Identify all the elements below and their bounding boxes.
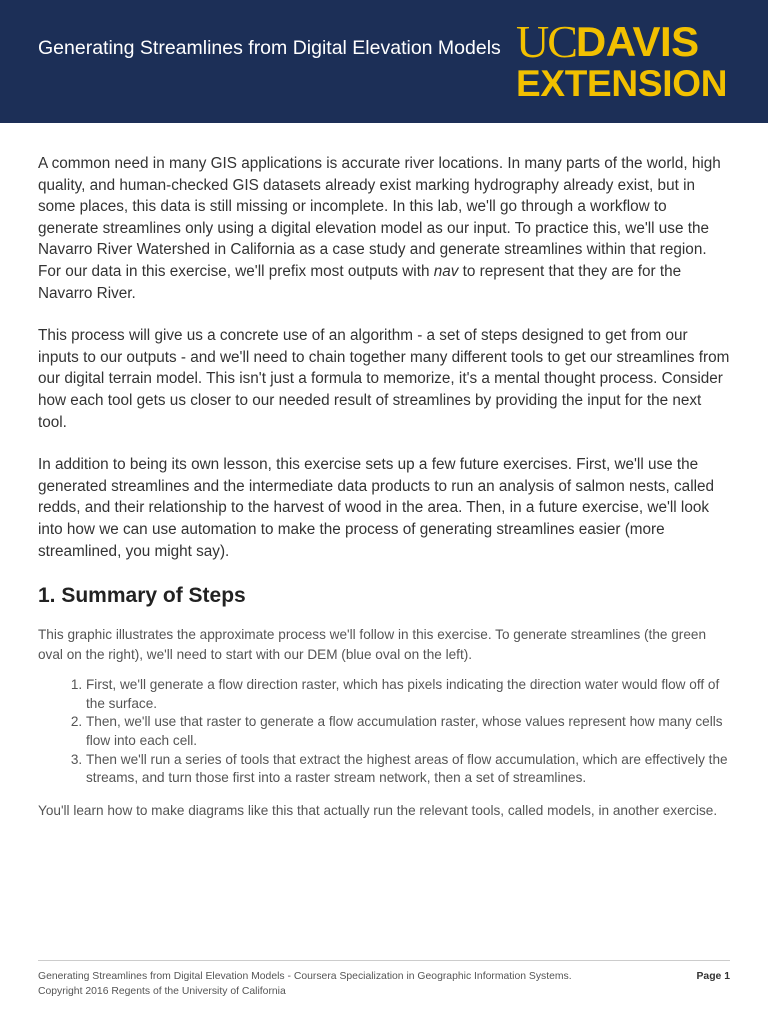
- intro-paragraph-3: In addition to being its own lesson, this exercise sets up a few future exercises. First, we'll use the generated streamlines and the intermediate data products to run an analysis of salmon nests, called redds, and their relationship to the harvest of wood in the area. Then, in a future exercise, we'll look into how we can use automation to make the process of generating streamlines easier (more streamlined, you might say).: [38, 456, 715, 560]
- document-title: Generating Streamlines from Digital Elevation Models: [38, 37, 501, 59]
- summary-closing: You'll learn how to make diagrams like this that actually run the relevant tools, called models, in another exercise.: [38, 802, 718, 818]
- nav-prefix: nav: [433, 262, 459, 280]
- list-item: 2. Then, we'll use that raster to generate a flow accumulation raster, whose values represent how many cells flow into each cell.: [86, 713, 730, 750]
- logo-davis-text: DAVIS: [575, 18, 699, 65]
- summary-section: [38, 625, 730, 820]
- main-content: [38, 153, 730, 832]
- footer-divider: [38, 960, 730, 961]
- list-item: 1. First, we'll generate a flow direction raster, which has pixels indicating the direction water would flow off of the surface.: [86, 676, 730, 713]
- steps-list: [38, 676, 730, 788]
- intro-paragraph-2: This process will give us a concrete use of an algorithm - a set of steps designed to get from our inputs to our outputs - and we'll need to chain together many different tools to get our streamlines from our digital terrain model. This isn't just a formula to memorize, it's a mental thought process. Consider how each tool gets us closer to our needed result of streamlines by providing the input for the next tool.: [38, 327, 730, 431]
- uc-davis-extension-logo: [516, 16, 731, 104]
- logo-top-line: [516, 16, 731, 67]
- page-number: Page 1: [696, 971, 730, 982]
- page-header: [0, 0, 768, 123]
- intro-section: [38, 153, 730, 562]
- summary-heading: 1. Summary of Steps: [38, 584, 246, 608]
- intro-paragraph-1-end: to represent that they are for the Navarro River.: [38, 262, 682, 302]
- summary-description: This graphic illustrates the approximate process we'll follow in this exercise. To generate streamlines (the green oval on the right), we'll need to start with our DEM (blue oval on the left).: [38, 627, 706, 662]
- list-item: 3. Then we'll run a series of tools that extract the highest areas of flow accumulation, which are effectively the streams, and turn those first into a raster stream network, then a set of streamlines.: [86, 751, 730, 788]
- logo-extension-text: EXTENSION: [516, 63, 728, 104]
- intro-paragraph-1-start: A common need in many GIS applications is accurate river locations. In many parts of the world, high quality, and human-checked GIS datasets already exist marking hydrography already exist, but in some places, this data is still missing or incomplete. In this lab, we'll go through a workflow to generate streamlines only using a digital elevation model as our input. To practice this, we'll use the Navarro River Watershed in California as a case study and generate streamlines within that region. For our data in this exercise, we'll prefix most outputs with: [38, 155, 721, 280]
- logo-uc-text: UC: [516, 16, 576, 67]
- intro-paragraph-1: [38, 153, 730, 304]
- footer-copyright: Generating Streamlines from Digital Elevation Models - Coursera Specialization in Geographic Information Systems. Copyright 2016 Regents of the University of California: [38, 971, 572, 997]
